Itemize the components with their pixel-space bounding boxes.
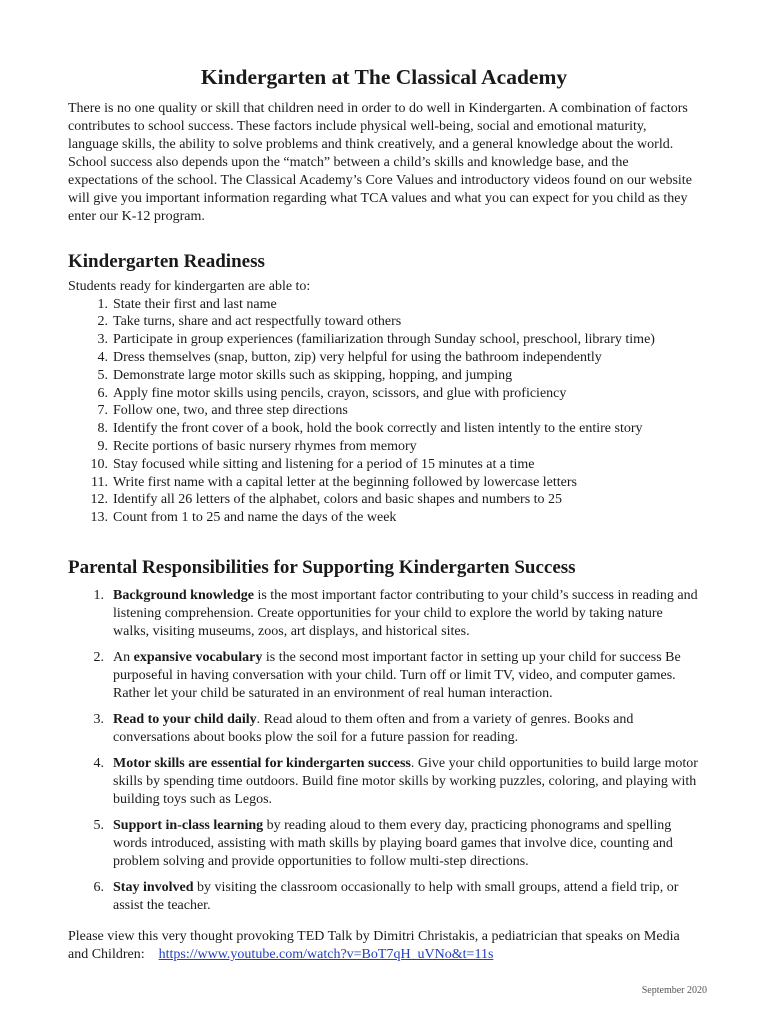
- item-body: [113, 879, 700, 915]
- list-item: [68, 296, 700, 314]
- item-text: . Give your child opportunities to build large motor skills by spending time outdoors. Build fine motor skills by working puzzles, coloring, and playing with building toys such as Legos.: [113, 755, 698, 807]
- item-number: 9.: [97, 438, 108, 454]
- item-text: Demonstrate large motor skills such as skipping, hopping, and jumping: [113, 367, 513, 383]
- item-number: 3.: [97, 332, 108, 348]
- item-number: 12.: [90, 492, 108, 508]
- list-item: [68, 420, 700, 438]
- item-number: 5.: [93, 817, 104, 833]
- list-item: [68, 385, 700, 403]
- list-item: [68, 509, 700, 527]
- page-title: Kindergarten at The Classical Academy: [200, 65, 568, 89]
- item-number: 1.: [93, 587, 104, 603]
- parental-list: [68, 587, 700, 915]
- item-number: 5.: [97, 367, 108, 383]
- item-body: [113, 817, 700, 871]
- intro-paragraph: There is no one quality or skill that children need in order to do well in Kindergarten. A combination of factors contributes to school success. These factors include physical well-being, social and emotional maturity, language skills, the ability to solve problems and think creatively, and a general knowledge about the world. School success also depends upon the “match” between a child’s skills and knowledge base, and the expectations of the school. The Classical Academy’s Core Values and introductory videos found on our website will give you important information regarding what TCA values and what you can expect for you child as they enter our K-12 program.: [68, 100, 692, 224]
- item-number: 13.: [90, 510, 108, 526]
- item-emphasis: Motor skills are essential for kindergarten success: [113, 755, 411, 771]
- item-number: 2.: [97, 314, 108, 330]
- item-number: 11.: [91, 474, 108, 490]
- item-text: Write first name with a capital letter at the beginning followed by lowercase letters: [113, 474, 577, 490]
- readiness-lead: Students ready for kindergarten are able to:: [68, 278, 311, 294]
- item-text: Recite portions of basic nursery rhymes from memory: [113, 438, 417, 454]
- item-emphasis: Background knowledge: [113, 587, 254, 603]
- item-number: 1.: [97, 296, 108, 312]
- item-emphasis: Read to your child daily: [113, 711, 257, 727]
- item-text: is the second most important factor in setting up your child for success Be purposeful in having conversation with your child. Turn off or limit TV, video, and computer games. Rather let your child be saturated in an environment of real human interaction.: [113, 649, 681, 701]
- list-item: [68, 402, 700, 420]
- list-item: [68, 367, 700, 385]
- item-text: is the most important factor contributing to your child’s success in reading and listening comprehension. Create opportunities for your child to explore the world by taking nature walks, visiting museums, zoos, art displays, and historical sites.: [113, 587, 698, 639]
- item-text: State their first and last name: [113, 296, 277, 312]
- item-body: [113, 649, 700, 703]
- list-item: [68, 755, 700, 809]
- item-emphasis: expansive vocabulary: [133, 649, 263, 665]
- closing-text: Please view this very thought provoking TED Talk by Dimitri Christakis, a pediatrician that speaks on Media and Children:: [68, 928, 680, 962]
- parental-heading: Parental Responsibilities for Supporting Kindergarten Success: [68, 556, 576, 578]
- item-number: 6.: [97, 385, 108, 401]
- item-text: Take turns, share and act respectfully toward others: [113, 314, 402, 330]
- list-item: [68, 879, 700, 915]
- closing-paragraph: [68, 928, 700, 964]
- item-text: . Read aloud to them often and from a variety of genres. Books and conversations about books plow the soil for a future passion for reading.: [113, 711, 634, 745]
- list-item: [68, 349, 700, 367]
- item-number: 8.: [97, 421, 108, 437]
- item-text: Follow one, two, and three step directions: [113, 403, 348, 419]
- item-text: Count from 1 to 25 and name the days of the week: [113, 510, 397, 526]
- item-text: by reading aloud to them every day, practicing phonograms and spelling words introduced, assisting with math skills by playing board games that involve dice, counting and problem solving and provide opportunities to follow multi-step directions.: [113, 817, 673, 869]
- item-number: 7.: [97, 403, 108, 419]
- readiness-heading: Kindergarten Readiness: [68, 250, 265, 272]
- readiness-list: [68, 296, 700, 527]
- item-text: Apply fine motor skills using pencils, crayon, scissors, and glue with proficiency: [113, 385, 567, 401]
- list-item: [68, 313, 700, 331]
- item-number: 2.: [93, 649, 104, 665]
- item-emphasis: Stay involved: [113, 879, 194, 895]
- item-text: Identify the front cover of a book, hold the book correctly and listen intently to the entire story: [113, 421, 643, 437]
- item-emphasis: Support in-class learning: [113, 817, 264, 833]
- item-number: 3.: [93, 711, 104, 727]
- list-item: [68, 491, 700, 509]
- list-item: [68, 331, 700, 349]
- ted-talk-link[interactable]: https://www.youtube.com/watch?v=BoT7qH_uVNo&t=11s: [158, 946, 494, 962]
- item-number: 10.: [90, 456, 108, 472]
- item-text: by visiting the classroom occasionally to help with small groups, attend a field trip, or assist the teacher.: [113, 879, 679, 913]
- list-item: [68, 649, 700, 703]
- item-prefix: An: [113, 649, 134, 665]
- item-number: 4.: [93, 755, 104, 771]
- list-item: [68, 456, 700, 474]
- list-item: [68, 587, 700, 641]
- list-item: [68, 711, 700, 747]
- list-item: [68, 474, 700, 492]
- footer-date: September 2020: [641, 985, 707, 996]
- item-body: [113, 587, 700, 641]
- item-text: Dress themselves (snap, button, zip) very helpful for using the bathroom independently: [113, 349, 602, 365]
- item-body: [113, 711, 700, 747]
- list-item: [68, 817, 700, 871]
- item-text: Participate in group experiences (familiarization through Sunday school, preschool, library time): [113, 332, 655, 348]
- item-number: 4.: [97, 349, 108, 365]
- item-number: 6.: [93, 879, 104, 895]
- item-text: Stay focused while sitting and listening for a period of 15 minutes at a time: [113, 456, 535, 472]
- item-body: [113, 755, 700, 809]
- item-text: Identify all 26 letters of the alphabet, colors and basic shapes and numbers to 25: [113, 492, 563, 508]
- list-item: [68, 438, 700, 456]
